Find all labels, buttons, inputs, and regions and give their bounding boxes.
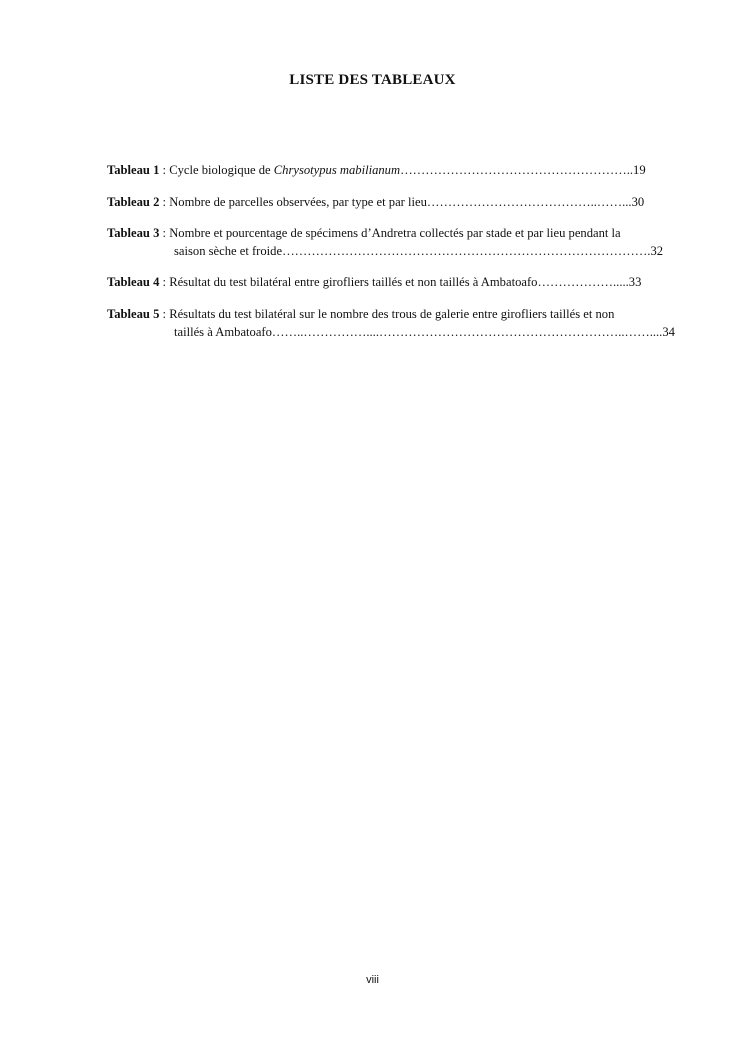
toc-entry-tableau-2[interactable] [107,194,699,212]
entry-leader: ……………………………………………….. [400,163,634,177]
page-title: LISTE DES TABLEAUX [289,72,456,88]
toc-entry-line [107,225,699,243]
entry-page: 33 [628,275,642,290]
entry-separator: : [159,226,170,241]
toc-entry-line [107,162,699,180]
entry-page: 30 [631,194,645,209]
entry-leader: …………………………………..……... [426,194,632,209]
toc-entry-continuation [107,243,699,261]
entry-leader: ……..……………....…………………………………………………..…….... [271,324,663,339]
entry-text-continued: saison sèche et froide [174,243,283,258]
entry-text: Résultat du test bilatéral entre girofliers taillés et non taillés à Ambatoafo [169,275,538,290]
entry-species-name: Chrysotypus mabilianum [273,163,401,177]
entry-label: Tableau 3 [107,226,160,241]
entry-page: 32 [650,243,664,258]
toc-entry-line [107,274,699,292]
entry-page: 34 [662,324,675,339]
toc-entry-tableau-5[interactable] [107,306,699,341]
toc-entry-continuation [107,324,699,342]
entry-text: Nombre et pourcentage de spécimens d’Andretra collectés par stade et par lieu pendant la [169,226,621,241]
entry-text: Nombre de parcelles observées, par type et par lieu [169,194,427,209]
toc-entry-tableau-4[interactable] [107,274,699,292]
entry-label: Tableau 5 [107,306,160,321]
entry-text: Cycle biologique de [169,163,274,177]
toc-entry-tableau-3[interactable] [107,225,699,260]
entry-leader: ………………..... [537,275,629,290]
entry-label: Tableau 1 [107,163,160,177]
entry-separator: : [159,163,170,177]
entry-label: Tableau 2 [107,194,160,209]
entry-leader: ……………………………………………………………………………. [282,243,651,258]
table-list [107,162,699,355]
entry-separator: : [159,306,170,321]
page-number: viii [366,974,379,986]
entry-text: Résultats du test bilatéral sur le nombre des trous de galerie entre girofliers taillés et non [169,306,615,321]
entry-page: 19 [633,163,646,177]
entry-separator: : [159,194,170,209]
toc-entry-line [107,306,699,324]
entry-text-continued: taillés à Ambatoafo [174,324,272,339]
toc-entry-tableau-1[interactable] [107,162,699,180]
toc-entry-line [107,194,699,212]
entry-label: Tableau 4 [107,275,160,290]
entry-separator: : [159,275,170,290]
